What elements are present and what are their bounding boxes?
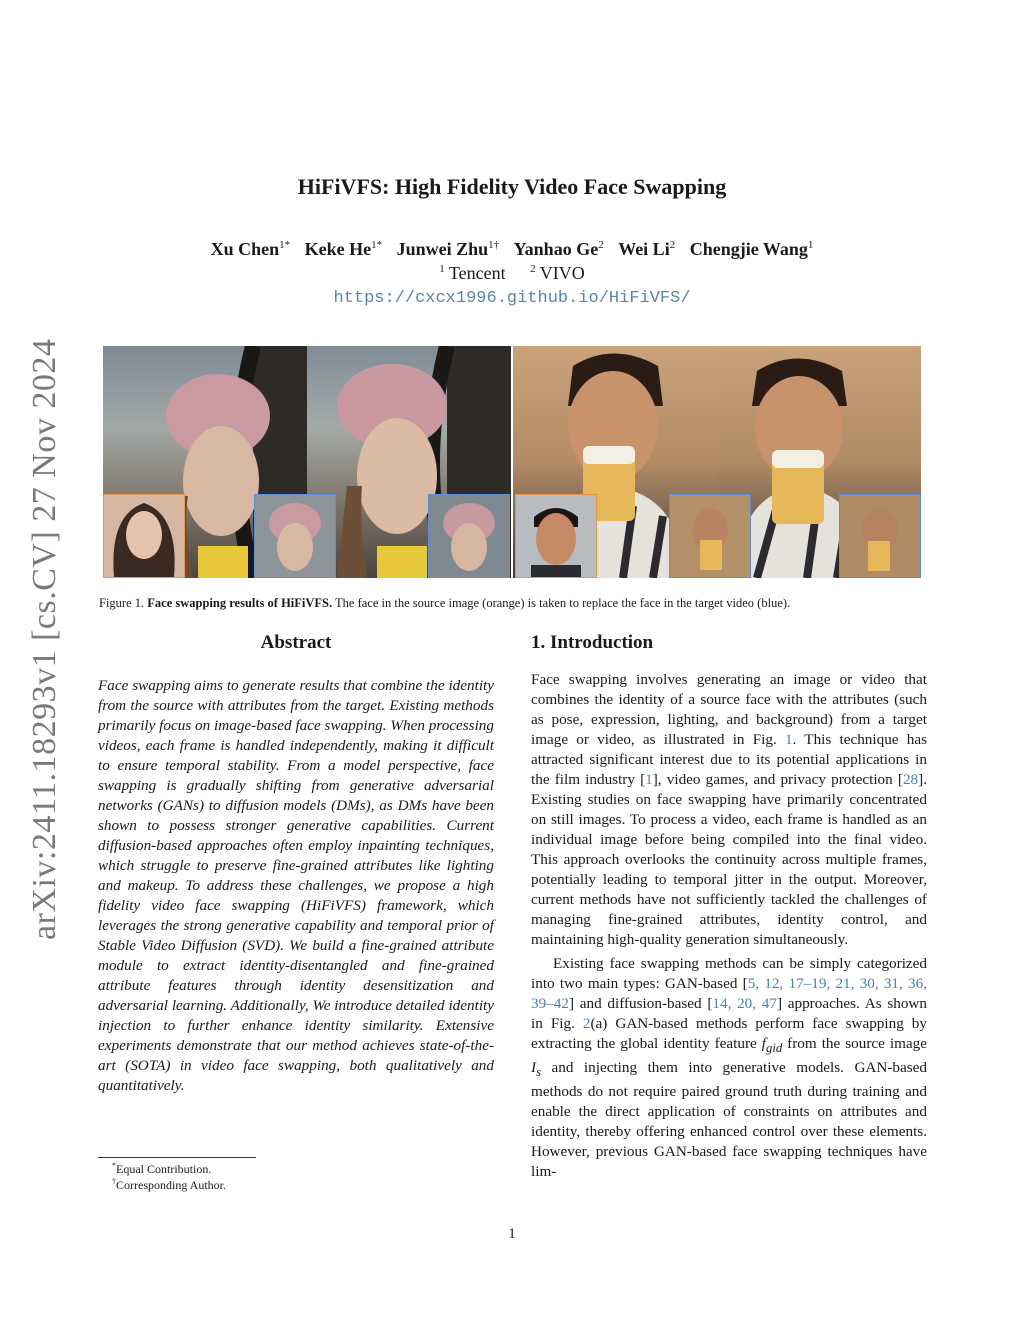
- citation-link[interactable]: 28: [902, 771, 919, 788]
- author: Wei Li$^2$: [618, 239, 676, 259]
- introduction-heading: 1. Introduction: [531, 632, 654, 653]
- affiliation: $^1$ Tencent: [439, 263, 506, 283]
- author: Keke $He^{1*}$: [304, 239, 383, 259]
- author: Junwei Zhu$^{1\dagger}$: [396, 239, 500, 259]
- affiliation-list: [0, 263, 1024, 284]
- abstract-body: Face swapping aims to generate results that combine the identity from the source with attributes from the target. Existing methods primarily focus on image-based face swapping. When processing videos, each frame is handled independently, making it difficult to ensure temporal stability. From a model perspective, face swapping is gradually shifting from generative adversarial networks (GANs) to diffusion models (DMs), as DMs have been shown to possess stronger generative capabilities. Current diffusion-based approaches often employ inpainting techniques, which struggle to preserve fine-grained attributes like lighting and makeup. To address these challenges, we propose a high fidelity video face swapping (HiFiVFS) framework, which leverages the strong generative capability and temporal prior of Stable Video Diffusion (SVD). We build a fine-grained attribute module to extract identity-disentangled and fine-grained attribute features through identity desensitization and adversarial learning. Additionally, We introduce detailed identity injection to further enhance identity similarity. Extensive experiments demonstrate that our method achieves state-of-the-art (SOTA) in video face swapping, both qualitatively and quantitatively.: [98, 677, 494, 1094]
- footnote-divider: [98, 1157, 256, 1158]
- citation-link[interactable]: 5, 12, 17–19, 21, 30, 31, 36, 39–42: [531, 975, 928, 1012]
- intro-paragraph-2: Existing face swapping methods can be simply categorized into two main types: GAN-based [5, 12, 17–19, 21, 30, 31, 36, 39–42] and diffusion-based [14, 20, 47] approaches. As shown in Fig. 2(a) GAN-based methods perform face swapping by extracting the global identity feature $f_{gid}$ from the source image $I_s$ and injecting them into generative models. GAN-based methods do not require paired ground truth during training and enable the direct application of constraints on attributes and identity, thereby offering enhanced control over these elements. However, previous GAN-based face swapping techniques have lim-: [531, 955, 928, 1181]
- math-symbol: $f_{gid}$: [761, 1035, 783, 1056]
- math-symbol: $I_s$: [531, 1059, 541, 1080]
- author-list: [0, 239, 1024, 260]
- arxiv-identifier: arXiv:2411.18293v1 [cs.CV] 27 Nov 2024: [26, 338, 63, 940]
- figure-caption: Figure 1. Face swapping results of HiFiVFS. The face in the source image (orange) is taken to replace the face in the target video (blue).: [99, 596, 791, 610]
- target-video-thumbnail: [669, 494, 751, 578]
- paper-title: HiFiVFS: High Fidelity Video Face Swapping: [297, 174, 727, 199]
- citation-link[interactable]: 14, 20, 47: [712, 995, 777, 1012]
- figure-reference-link[interactable]: 2: [582, 1015, 591, 1032]
- affiliation: $^2$ VIVO: [530, 263, 585, 283]
- citation-link[interactable]: 1: [645, 771, 653, 788]
- author: Xu Chen$^{1*}$: [210, 239, 291, 259]
- footnote: †Corresponding Author.: [112, 1177, 226, 1192]
- project-link[interactable]: https://cxcx1996.github.io/HiFiVFS/: [333, 289, 691, 308]
- source-face-thumbnail: [515, 494, 597, 578]
- author: Yanhao Ge$^2$: [513, 239, 604, 259]
- left-column: [98, 676, 494, 1096]
- right-column: [531, 670, 927, 1182]
- figure-1-image: [103, 346, 921, 578]
- target-video-thumbnail: [428, 494, 510, 578]
- page-number: 1: [508, 1226, 516, 1242]
- source-face-thumbnail: [103, 494, 185, 578]
- footnote: *Equal Contribution.: [112, 1161, 212, 1176]
- author: Chengjie Wang$^1$: [689, 239, 814, 259]
- panel-divider: [511, 346, 513, 578]
- target-video-thumbnail: [839, 494, 921, 578]
- intro-paragraph-1: Face swapping involves generating an image or video that combines the identity of a source face with the attributes (such as pose, expression, lighting, and background) from a target image or video, as illustrated in Fig. 1. This technique has attracted significant interest due to its potential applications in the film industry [1], video games, and privacy protection [28]. Existing studies on face swapping have primarily concentrated on still images. To process a video, each frame is handled as an individual image before being compiled into the final video. This approach overlooks the continuity across multiple frames, potentially leading to temporal jitter in the output. Moreover, current methods have not sufficiently tackled the challenges of managing fine-grained attributes, identity control, and maintaining high-quality generation simultaneously.: [531, 671, 927, 948]
- target-video-thumbnail: [254, 494, 336, 578]
- abstract-heading: Abstract: [260, 632, 332, 653]
- figure-reference-link[interactable]: 1: [784, 731, 793, 748]
